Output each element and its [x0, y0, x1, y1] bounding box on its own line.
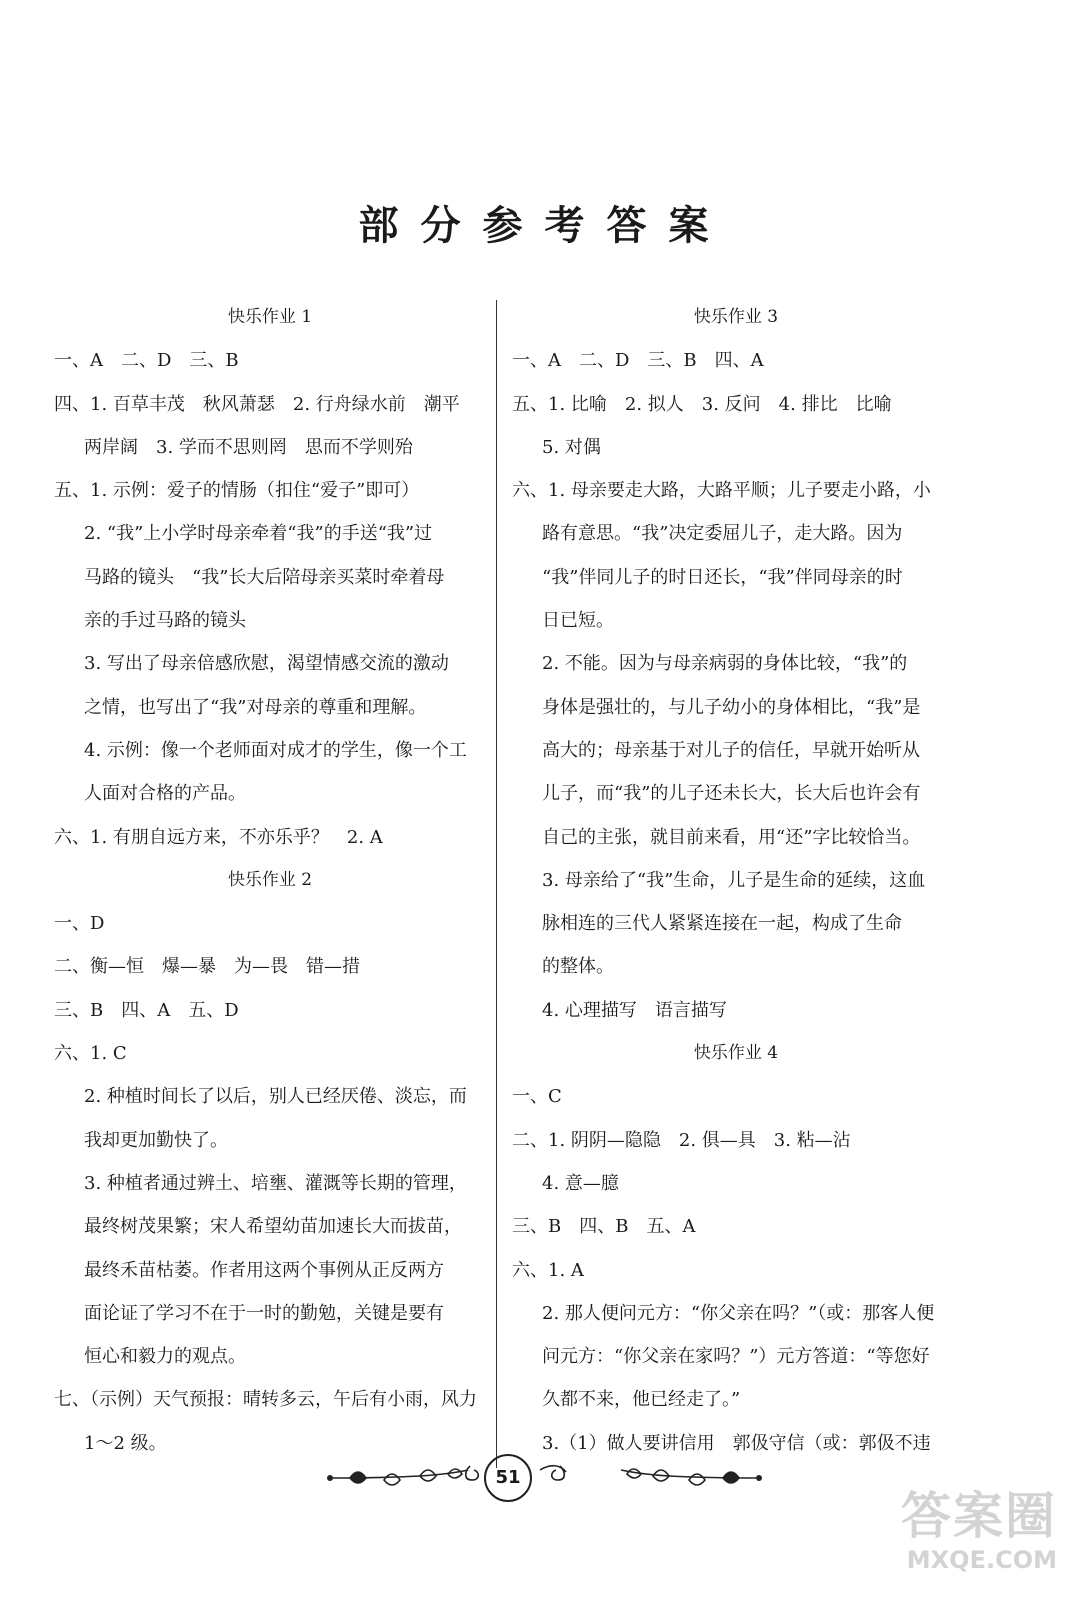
- answer-line: 2. 种植时间长了以后，别人已经厌倦、淡忘，而: [84, 1086, 467, 1108]
- answer-line: 我却更加勤快了。: [84, 1129, 228, 1151]
- answer-line: 六、1. A: [512, 1259, 584, 1281]
- answer-line: 一、D: [54, 913, 105, 935]
- answer-line: 两岸阔 3. 学而不思则罔 思而不学则殆: [84, 436, 413, 458]
- answer-line: 七、（示例）天气预报：晴转多云，午后有小雨，风力: [54, 1389, 477, 1411]
- answer-line: 儿子，而“我”的儿子还未长大，长大后也许会有: [542, 783, 921, 805]
- answer-line: 3. 写出了母亲倍感欣慰，渴望情感交流的激动: [84, 653, 449, 675]
- answer-line: 三、B 四、A 五、D: [54, 999, 239, 1021]
- answer-line: 恒心和毅力的观点。: [84, 1346, 246, 1368]
- answer-line: 马路的镜头 “我”长大后陪母亲买菜时牵着母: [84, 566, 445, 588]
- answer-line: 的整体。: [542, 956, 614, 978]
- answer-line: 五、1. 示例：爱子的情肠（扣住“爱子”即可）: [54, 480, 420, 502]
- answer-line: 二、1. 阴阴—隐隐 2. 俱—具 3. 粘—沾: [512, 1129, 851, 1151]
- answer-line: 4. 心理描写 语言描写: [542, 999, 727, 1021]
- right-column: [512, 296, 960, 1465]
- answer-line: 最终树茂果繁；宋人希望幼苗加速长大而拔苗，: [84, 1216, 462, 1238]
- answer-line: 五、1. 比喻 2. 拟人 3. 反问 4. 排比 比喻: [512, 393, 892, 415]
- answer-line: 亲的手过马路的镜头: [84, 610, 246, 632]
- answer-line: 1～2 级。: [84, 1432, 167, 1454]
- answer-line: 3. 母亲给了“我”生命，儿子是生命的延续，这血: [542, 869, 926, 891]
- answer-line: 四、1. 百草丰茂 秋风萧瑟 2. 行舟绿水前 潮平: [54, 393, 460, 415]
- answer-line: 二、衡—恒 爆—暴 为—畏 错—措: [54, 956, 360, 978]
- watermark-text: 答案圈: [901, 1487, 1057, 1545]
- answer-line: 六、1. C: [54, 1043, 127, 1065]
- answer-line: 路有意思。“我”决定委屈儿子，走大路。因为: [542, 523, 903, 545]
- section-heading: 快乐作业 3: [693, 307, 779, 327]
- answer-line: 最终禾苗枯萎。作者用这两个事例从正反两方: [84, 1259, 444, 1281]
- section-heading: 快乐作业 4: [693, 1043, 779, 1064]
- answer-line: 2. “我”上小学时母亲牵着“我”的手送“我”过: [84, 523, 433, 545]
- answer-line: 4. 示例：像一个老师面对成才的学生，像一个工: [84, 739, 467, 761]
- answer-line: 一、A 二、D 三、B 四、A: [512, 350, 764, 372]
- answer-line: 日已短。: [542, 610, 614, 632]
- answer-line: 之情，也写出了“我”对母亲的尊重和理解。: [84, 696, 427, 718]
- answer-line: 六、1. 母亲要走大路，大路平顺；儿子要走小路，小: [512, 480, 931, 502]
- answer-line: 脉相连的三代人紧紧连接在一起，构成了生命: [542, 913, 902, 935]
- section-heading: 快乐作业 2: [227, 869, 313, 890]
- page-number: 51: [484, 1454, 532, 1502]
- page-title: 部分参考答案: [358, 203, 731, 249]
- column-divider: [496, 300, 497, 1468]
- answer-line: 3.（1）做人要讲信用 郭伋守信（或：郭伋不违: [542, 1432, 931, 1454]
- answer-line: 人面对合格的产品。: [84, 783, 246, 805]
- watermark-logo: [897, 1488, 1057, 1588]
- watermark-url: MXQE.COM: [906, 1546, 1057, 1574]
- answer-line: 六、1. 有朋自远方来，不亦乐乎？ 2. A: [54, 826, 383, 848]
- answer-line: 自己的主张，就目前来看，用“还”字比较恰当。: [542, 826, 921, 848]
- answer-line: 问元方：“你父亲在家吗？”）元方答道：“等您好: [542, 1346, 930, 1368]
- answer-line: “我”伴同儿子的时日还长，“我”伴同母亲的时: [542, 566, 903, 588]
- answer-line: 一、A 二、D 三、B: [54, 350, 239, 372]
- answer-line: 高大的；母亲基于对儿子的信任，早就开始听从: [542, 739, 920, 761]
- answer-line: 身体是强壮的，与儿子幼小的身体相比，“我”是: [542, 696, 921, 718]
- answer-line: 2. 不能。因为与母亲病弱的身体比较，“我”的: [542, 653, 908, 675]
- answer-line: 3. 种植者通过辨土、培壅、灌溉等长期的管理，: [84, 1172, 467, 1194]
- answer-line: 4. 意—臆: [542, 1172, 619, 1194]
- section-heading: 快乐作业 1: [227, 307, 313, 327]
- answer-line: 三、B 四、B 五、A: [512, 1216, 696, 1238]
- answer-line: 5. 对偶: [542, 436, 601, 458]
- answer-line: 久都不来，他已经走了。”: [542, 1389, 741, 1411]
- answer-line: 一、C: [512, 1086, 562, 1108]
- answer-line: 面论证了学习不在于一时的勤勉，关键是要有: [84, 1302, 444, 1324]
- left-column: [54, 296, 486, 1465]
- answer-line: 2. 那人便问元方：“你父亲在吗？”（或：那客人便: [542, 1302, 935, 1324]
